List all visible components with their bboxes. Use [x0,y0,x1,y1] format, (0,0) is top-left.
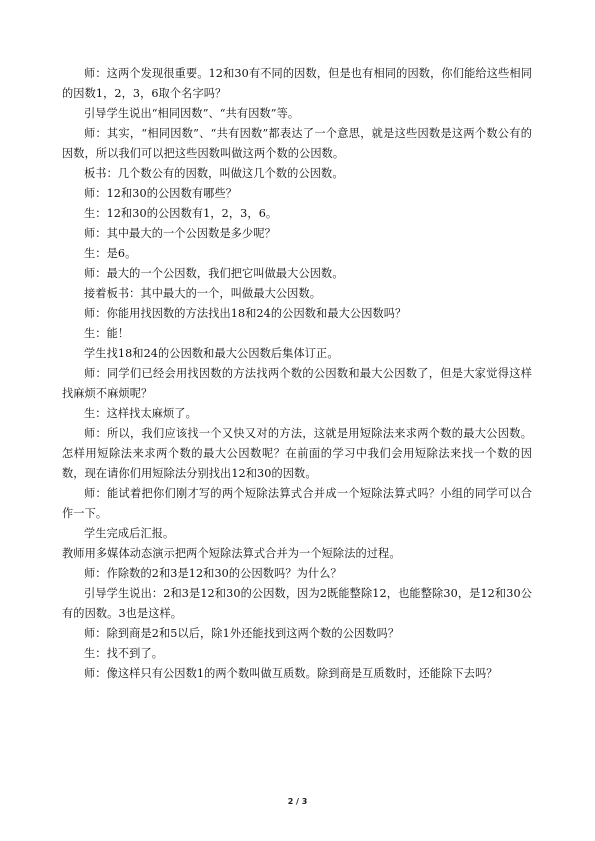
paragraph: 板书：几个数公有的因数，叫做这几个数的公因数。 [84,167,344,180]
paragraph: 学生完成后汇报。 [84,527,175,540]
paragraph: 师：作除数的2和3是12和30的公因数吗？为什么？ [84,567,342,580]
paragraph: 师：其实，“相同因数”、“共有因数”都表达了一个意思，就是这些因数是这两个数公有的因数，所以我们可以把这些因数叫做这两个数的公因数。 [62,127,532,160]
paragraph: 师：像这样只有公因数1的两个数叫做互质数。除到商是互质数时，还能除下去吗？ [84,667,498,680]
paragraph: 师：除到商是2和5以后，除1外还能找到这两个数的公因数吗？ [84,627,400,640]
paragraph: 师：12和30的公因数有哪些？ [84,187,238,200]
paragraph: 师：你能用找因数的方法找出18和24的公因数和最大公因数吗？ [84,307,407,320]
paragraph: 生：能！ [84,327,130,340]
paragraph: 师：所以，我们应该找一个又快又对的方法，这就是用短除法来求两个数的最大公因数。怎样用短除法来求两个数的最大公因数呢？在前面的学习中我们会用短除法来找一个数的因数，现在请你们用短除法分别找出12和30的因数。 [62,427,532,480]
paragraph: 师：同学们已经会用找因数的方法找两个数的公因数和最大公因数了，但是大家觉得这样找麻烦不麻烦呢？ [62,367,532,400]
paragraph: 师：能试着把你们刚才写的两个短除法算式合并成一个短除法算式吗？小组的同学可以合作一下。 [62,487,532,520]
paragraph: 引导学生说出“相同因数”、“共有因数”等。 [84,107,300,120]
paragraph: 接着板书：其中最大的一个，叫做最大公因数。 [84,287,322,300]
paragraph: 生：12和30的公因数有1，2，3，6。 [84,207,278,220]
paragraph: 师：这两个发现很重要。12和30有不同的因数，但是也有相同的因数，你们能给这些相同的因数1，2，3，6取个名字吗？ [62,67,532,100]
document-body [62,64,532,684]
paragraph: 教师用多媒体动态演示把两个短除法算式合并为一个短除法的过程。 [62,547,401,560]
paragraph: 生：是6。 [84,247,137,260]
paragraph: 引导学生说出：2和3是12和30的公因数，因为2既能整除12，也能整除30，是12和30公有的因数。3也是这样。 [62,587,532,620]
page-number: 2 / 3 [287,797,308,806]
paragraph: 生：这样找太麻烦了。 [84,407,197,420]
paragraph: 师：其中最大的一个公因数是多少呢？ [84,227,276,240]
paragraph: 学生找18和24的公因数和最大公因数后集体订正。 [84,347,339,360]
paragraph: 师：最大的一个公因数，我们把它叫做最大公因数。 [84,267,344,280]
paragraph: 生：找不到了。 [84,647,164,660]
